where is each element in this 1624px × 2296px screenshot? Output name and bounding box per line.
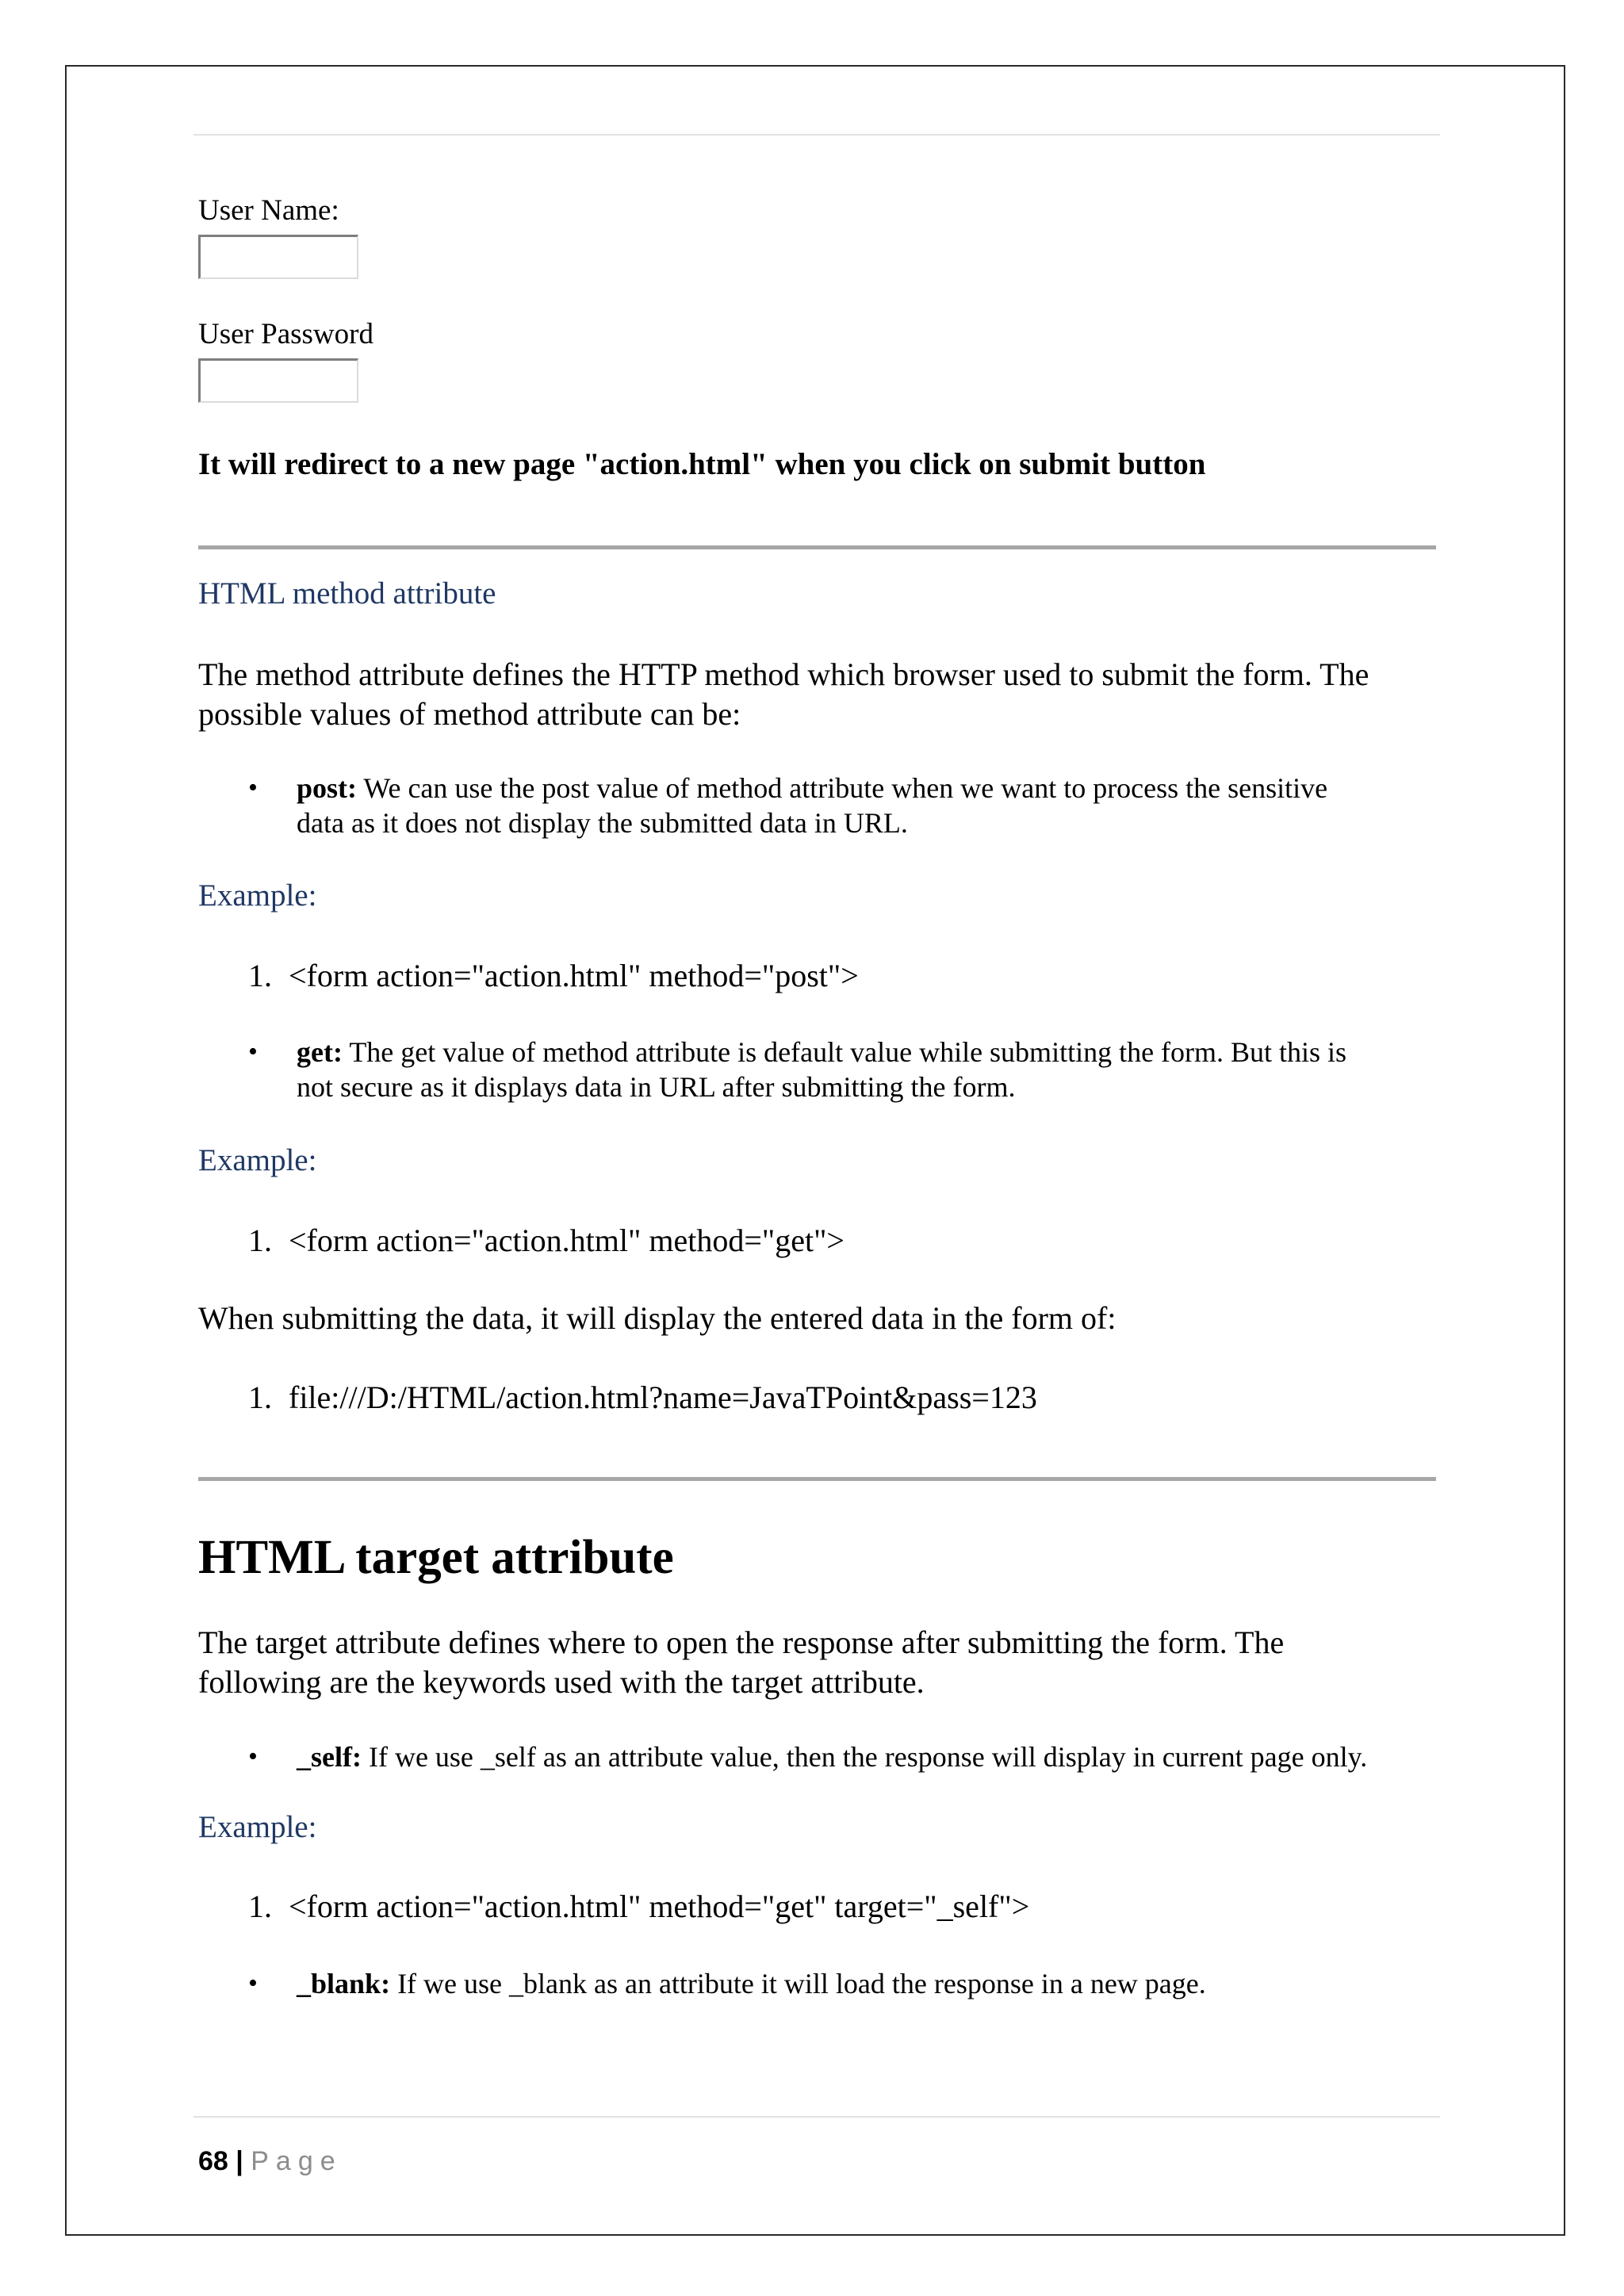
blank-bullet [297,1966,1206,2001]
self-bullet [297,1739,1367,1774]
method-intro-line1: The method attribute defines the HTTP method which browser used to submit the form. The [198,656,1369,692]
username-label: User Name: [198,194,339,227]
post-text-line2: data as it does not display the submitted data in URL. [297,807,908,839]
page-number: 68 [198,2146,228,2176]
method-intro-line2: possible values of method attribute can be: [198,696,741,732]
code-post-form: <form action="action.html" method="post"> [289,958,859,993]
footer-rule [193,2116,1440,2118]
section-divider [198,1477,1436,1481]
username-input[interactable] [198,235,358,279]
bullet-marker: • [248,1969,258,1998]
list-number: 1. [248,1223,272,1258]
post-bullet [297,771,1327,840]
code-self-form: <form action="action.html" method="get" target="_self"> [289,1888,1030,1924]
get-text-line1: The get value of method attribute is default value while submitting the form. But this is [342,1036,1347,1068]
page-footer [198,2145,343,2177]
method-intro [198,655,1369,734]
section-divider [198,545,1436,549]
target-heading: HTML target attribute [198,1531,674,1584]
bullet-marker: • [248,1037,258,1066]
bullet-marker: • [248,1742,258,1771]
list-number: 1. [248,1380,272,1415]
get-bullet [297,1035,1346,1104]
list-number: 1. [248,958,272,993]
header-rule [193,134,1440,136]
submit-note-text: When submitting the data, it will display the entered data in the form of: [198,1300,1116,1336]
redirect-note: It will redirect to a new page "action.html" when you click on submit button [198,447,1206,481]
example-label: Example: [198,1810,317,1844]
get-text-line2: not secure as it displays data in URL after submitting the form. [297,1071,1016,1103]
self-text: If we use _self as an attribute value, then the response will display in current page only. [361,1741,1368,1773]
code-get-form: <form action="action.html" method="get"> [289,1223,845,1258]
password-input[interactable] [198,358,358,403]
example-label: Example: [198,878,317,913]
target-intro-line1: The target attribute defines where to open the response after submitting the form. The [198,1624,1285,1660]
submit-note [198,1299,1116,1338]
target-intro-line2: following are the keywords used with the target attribute. [198,1664,925,1700]
example-label: Example: [198,1143,317,1177]
code-url-example: file:///D:/HTML/action.html?name=JavaTPoint&pass=123 [289,1380,1037,1415]
footer-separator: | [228,2146,251,2176]
blank-text: If we use _blank as an attribute it will load the response in a new page. [390,1968,1206,1999]
page-word: Page [251,2146,343,2176]
post-term: post: [297,772,358,804]
method-subheading: HTML method attribute [198,576,496,610]
self-term: _self: [297,1741,362,1773]
post-text-line1: We can use the post value of method attribute when we want to process the sensitive [357,772,1328,804]
target-intro [198,1623,1284,1702]
bullet-marker: • [248,773,258,802]
get-term: get: [297,1036,343,1068]
blank-term: _blank: [297,1968,391,1999]
list-number: 1. [248,1888,272,1924]
password-label: User Password [198,318,373,350]
